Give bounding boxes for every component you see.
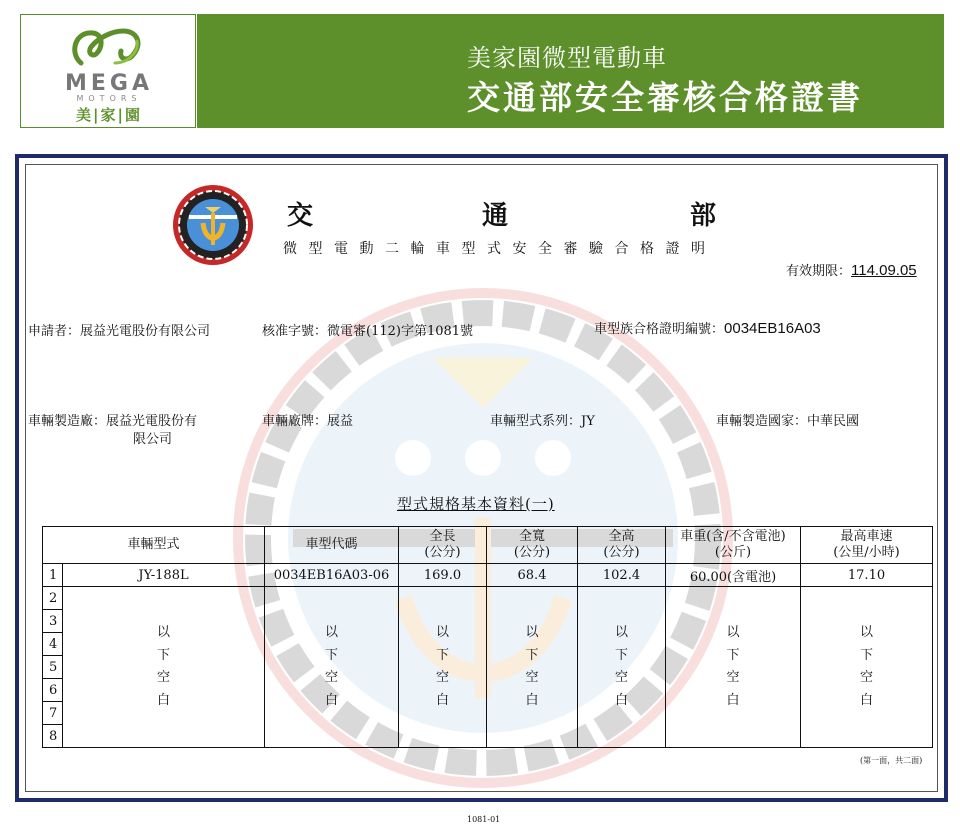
blank-marker: 以 下 空 白 — [666, 587, 801, 748]
spec-section-title: 型式規格基本資料(一) — [397, 495, 555, 513]
page-header — [20, 14, 944, 128]
footer-code: 1081-01 — [467, 815, 501, 824]
ministry-char-3: 部 — [690, 201, 719, 231]
header-height: 全高 (公分) — [578, 527, 666, 564]
table-header-row — [43, 527, 933, 564]
maker-field: 車輛製造廠：展益光電股份有 — [28, 414, 198, 429]
series-field: 車輛型式系列：JY — [490, 414, 595, 429]
country-field: 車輛製造國家：中華民國 — [716, 414, 860, 429]
header-vehicle-model: 車輛型式 — [43, 527, 265, 564]
header-model-code: 車型代碼 — [265, 527, 399, 564]
table-row: 5 — [43, 656, 933, 679]
header-length: 全長 (公分) — [399, 527, 487, 564]
logo-chinese-name: 美|家|園 — [76, 106, 142, 124]
page-note: (第一面，共二面) — [860, 756, 923, 765]
maker-field-line2: 限公司 — [133, 432, 173, 447]
approval-number-field: 核准字號：微電審(112)字第1081號 — [262, 324, 474, 339]
logo-swirl-icon — [67, 23, 151, 71]
table-row: 6 — [43, 679, 933, 702]
logo-tagline: MOTORS — [76, 94, 142, 103]
ministry-seal-icon — [171, 183, 255, 267]
validity-date: 有效期限：114.09.05 — [786, 262, 917, 279]
family-cert-field: 車型族合格證明編號：0034EB16A03 — [594, 320, 821, 337]
brand-logo — [20, 14, 196, 128]
table-row: 1 JY-188L 0034EB16A03-06 169.0 68.4 102.4 60.00(含電池) 17.10 — [43, 564, 933, 587]
blank-marker: 以 下 空 白 — [487, 587, 578, 748]
ministry-char-1: 交 — [287, 201, 316, 231]
header-weight: 車重(含/不含電池) (公斤) — [666, 527, 801, 564]
blank-marker: 以 下 空 白 — [63, 587, 265, 748]
title-banner — [197, 14, 944, 128]
banner-title: 交通部安全審核合格證書 — [467, 78, 863, 117]
table-row: 7 — [43, 702, 933, 725]
certificate-subtitle: 微型電動二輪車型式安全審驗合格證明 — [283, 241, 717, 257]
banner-subtitle: 美家園微型電動車 — [467, 44, 667, 72]
spec-table — [42, 526, 933, 748]
table-row: 4 — [43, 633, 933, 656]
applicant-field: 申請者：展益光電股份有限公司 — [28, 324, 211, 339]
table-row: 8 — [43, 725, 933, 748]
ministry-char-2: 通 — [482, 201, 511, 231]
blank-marker: 以 下 空 白 — [399, 587, 487, 748]
brand-field: 車輛廠牌：展益 — [262, 414, 354, 429]
table-row: 2 以 下 空 白 以 下 空 白 以 下 空 白 以 下 空 白 以 下 空 白 以 下 空 白 以 下 空 白 — [43, 587, 933, 610]
logo-wordmark: MEGA — [64, 71, 153, 96]
header-max-speed: 最高車速 (公里/小時) — [801, 527, 933, 564]
blank-marker: 以 下 空 白 — [801, 587, 933, 748]
header-width: 全寬 (公分) — [487, 527, 578, 564]
blank-marker: 以 下 空 白 — [578, 587, 666, 748]
blank-marker: 以 下 空 白 — [265, 587, 399, 748]
table-row: 3 — [43, 610, 933, 633]
